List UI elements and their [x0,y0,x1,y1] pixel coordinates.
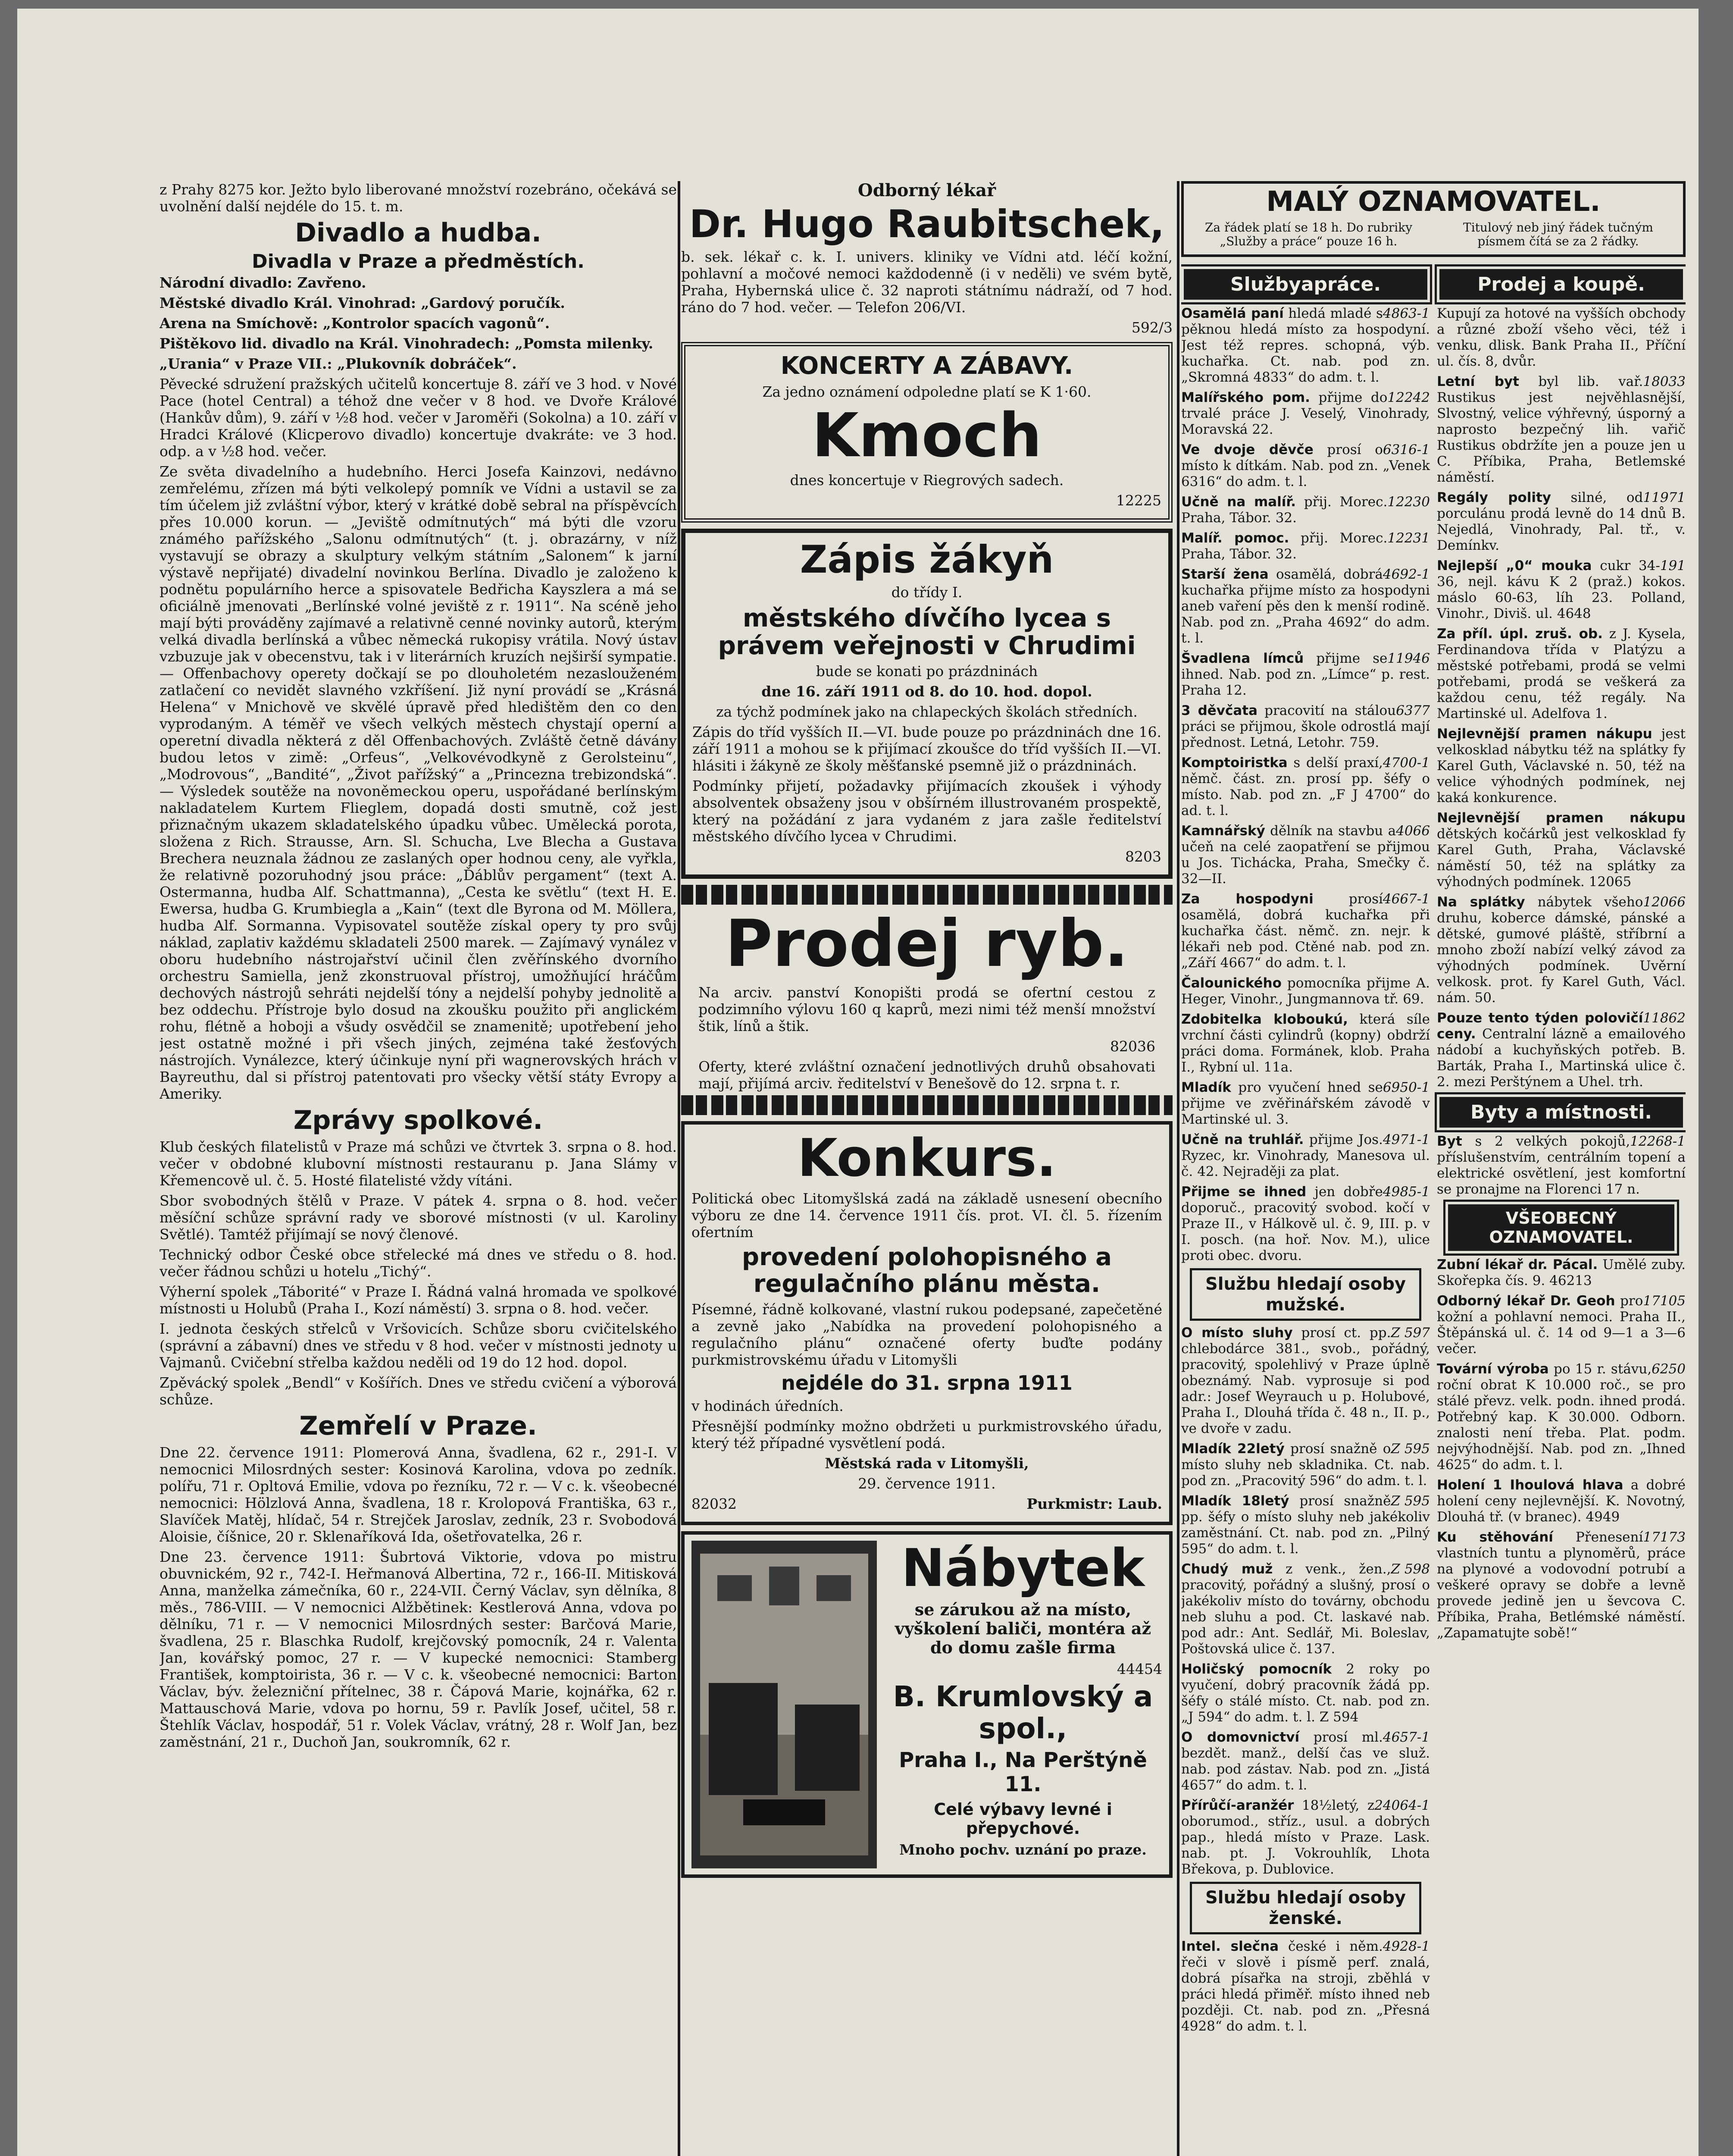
ad-code: 12230 [1387,494,1430,510]
ad-heading: Švadlena límců [1181,651,1304,666]
nabytek-text: se zárukou až na místo, vyškolení baliči, montéra až do domu zašle firma [895,1600,1151,1657]
ad-text: dělník na stavbu a učeň na celé zaopatření se přijmou u Jos. Tichácka, Praha, Smečky č. 32—II. [1181,823,1430,887]
ad-text: cukr 34-36, nejl. kávu K 2 (praž.) kokos. máslo 60-63, líh 23. Polland, Vinohr., Diviš. ul. 4648 [1437,558,1686,621]
ad-code: 191 [1660,558,1686,573]
zapis-code: 8203 [1125,848,1161,865]
ad-heading: Starší žena [1181,567,1269,582]
ad-code: Z 597 [1391,1325,1430,1341]
classified-subcol-right [1437,263,1686,2039]
ad-code: 4667-1 [1383,891,1430,907]
ad-text: prosí snažně pp. šéfy o místo sluhy neb jakékoliv zaměstnání. Ct. nab. pod zn. „Pilný 595“ do adm. t. l. [1181,1493,1430,1557]
classified-ad [1181,1661,1430,1725]
ad-text: Centralní lázně a emailového nádobí a kuchyňských potřeb. B. Barták, Praha I., Martinská ulice č. 2. mezi Perštýnem a Uhel. trh. [1437,1026,1686,1090]
ad-text: z J. Kysela, Ferdinandova třída v Platýzu a městské potřebami, prodá se velmi potřebami, prodá se veškerá za každou cenu, též regály. Na Martinské ul. Adelfova 1. [1437,626,1686,721]
classified-ad [1437,1361,1686,1473]
ad-heading: Učně na truhlář. [1181,1132,1304,1147]
ad-code: 11971 [1643,490,1686,505]
ad-heading: Ku stěhování [1437,1529,1553,1545]
decorative-border [681,885,1173,905]
ad-code: Z 595 [1391,1493,1430,1509]
column-rule [1177,181,1179,2156]
ad-text: přijme Jos. Ryzec, kr. Vinohrady, Manesova ul. č. 42. Nejraději za plat. [1181,1132,1430,1179]
theatre-line: Pištěkovo lid. divadlo na Král. Vinohradech: „Pomsta milenky. [160,335,654,352]
ad-text: prosí ct. pp. chlebodárce 381., svob., pořádný, pracovitý, spolehlivý v Praze úplně obeznámý. Nab. vyprosuje si pod adr.: Josef Weyrauch u p. Holubové, Praha I., Dlouhá třída č. 48 n., II. p., ve dvoře v zadu. [1181,1325,1430,1436]
zapis-p2: Zápis do tříd vyšších II.—VI. bude pouze po prázdninách dne 16. září 1911 a mohou se k přijímací zkoušce do tříd vyšších II.—VI. hlásiti i žákyně ze školy měšťanské psemně již o prázdninách. [692,724,1161,774]
doctor-text: b. sek. lékař c. k. I. univers. kliniky ve Vídni atd. léčí kožní, pohlavní a močové nemoci každodenně (i v neděli) ve svém bytě, Praha, Hybernská ulice č. 32 naproti státnímu nádraží, od 7 hod. ráno do 7 hod. večer. — Telefon 206/VI. [681,248,1173,316]
header-left: Za řádek platí se 18 h. Do rubriky „Služby a práce“ pouze 16 h. [1204,220,1413,248]
classified-subcol-left [1181,263,1430,2039]
category-vseobecny-line2: OZNAMOVATEL. [1489,1228,1633,1247]
ad-heading: Kamnářský [1181,823,1265,839]
koncerty-sub: Za jedno oznámení odpoledne platí se K 1·60. [762,383,1092,400]
ad-heading: Ve dvoje děvče [1181,442,1314,458]
ad-heading: Chudý muž [1181,1561,1273,1577]
classified-ad [1181,1493,1430,1557]
konkurs-title: Konkurs. [797,1128,1057,1188]
ad-text: prosí snažně o místo sluhy neb skladnika. Ct. nab. pod zn. „Pracovitý 596“ do adm. t. l. [1181,1441,1430,1489]
ryby-title: Prodej ryb. [725,906,1129,981]
ad-text: silné, od porculánu prodá levně do 14 dnů B. Nejedlá, Vinohrady, Pal. tř., v. Demínkv. [1437,490,1686,553]
classified-ad [1181,975,1430,1007]
classified-ad [1181,1080,1430,1128]
ad-code: 11862 [1643,1010,1686,1026]
ad-heading: Zdobitelka kloboukú, [1181,1012,1348,1027]
ad-heading: Odborný lékař Dr. Geoh [1437,1293,1615,1309]
ad-text: pracovití na stálou práci se přijmou, škole odrostlá mají přednost. Letná, Letohr. 759. [1181,703,1430,750]
nabytek-title: Nábytek [901,1539,1145,1598]
doctor-ad [681,181,1173,336]
theatre-line: Arena na Smíchově: „Kontrolor spacích vagonů“. [160,315,550,332]
classified-ad [1181,891,1430,971]
classified-ad [1181,755,1430,819]
ad-heading: Čalounického [1181,975,1282,991]
konkurs-purkmistr: Purkmistr: Laub. [1026,1495,1162,1512]
ad-heading: Učně na malíř. [1181,494,1296,510]
konkurs-p1: Politická obec Litomyšlská zadá na základě usnesení obecního výboru ze dne 14. července 1911 čís. prot. VI. čl. 5. řízením ofertním [691,1190,1162,1241]
spolky-paragraph: Zpěvácký spolek „Bendl“ v Košířích. Dnes ve středu cvičení a výborová schůze. [160,1374,677,1408]
ad-text: přij. Morec. Praha, Tábor. 32. [1181,494,1388,526]
ad-heading: Osamělá paní [1181,306,1284,321]
konkurs-code: 82032 [691,1495,737,1512]
ad-heading: Mladík 22letý [1181,1441,1285,1457]
ad-text: 2 roky po vyučení, dobrý pracovník žádá pp. šéfy o stálé místo. Ct. nab. pod zn. „J 594“ do adm. t. l. Z 594 [1181,1661,1430,1725]
classified-ad [1437,1529,1686,1641]
zapis-p3: Podmínky přijetí, požadavky přijímacích zkoušek i výhody absolventek obsaženy jsou v obšírném illustrovaném prospektě, který na požádání z jara vydaném z jara zašle ředitelství městského dívčího lycea v Chrudimi. [692,777,1161,845]
header-rates [1188,221,1679,252]
zemreli-paragraph: Dne 22. července 1911: Plomerová Anna, švadlena, 62 r., 291-I. V nemocnici Milosrdných sester: Kosinová Karolina, vdova po zedník. polířu, 71 r. Opltová Emilie, vdova po řezníku, 72 r. — V c. k. všeobecné nemocnici: Hölzlová Anna, švadlena, 18 r. Krolopová Františka, 63 r., Slavíček Matěj, hlídač, 54 r. Strejček Jaroslav, zedník, 23 r. Svobodová Aloisie, číšnice, 20 r. Sklenaříková Ida, ošetřovatelka, 26 r. [160,1444,677,1545]
classified-ad [1181,823,1430,887]
koncerty-ad [681,342,1173,523]
doctor-code: 592/3 [1131,319,1173,336]
zemreli-paragraph: Dne 23. července 1911: Šubrtová Viktorie, vdova po mistru obuvnickém, 92 r., 742-I. Heřmanová Albertina, 72 r., 166-II. Mitisková Anna, manželka zámečníka, 60 r., 224-VII. Černý Václav, syn dělníka, 8 měs., 786-VIII. — V nemocnici Alžbětinek: Kestlerová Anna, vdova po dělníku, 71 r. — V nemocnici Milosrdných sester: Barčová Marie, švadlena, 25 r. Blaschka Rudolf, krejčovský pomocník, 24 r. Valenta Jan, kovářský pomoc, 27 r. — V kupecké nemocnici: Stamberg František, komptoirista, 36 r. — V c. k. všeobecné nemocnici: Barton Václav, býv. železniční přítelnec, 38 r. Čápová Marie, kojnářka, 62 r. Mattauschová Marie, vdova po hornu, 59 r. Pavlík Josef, učitel, 58 r. Štehlík Václav, hospodář, 51 r. Volek Václav, vrátný, 28 r. Wolf Jan, bez zaměstnání, 21 r., Duchoň Jan, soukromník, 62 r. [160,1548,677,1750]
koncerty-code: 12225 [1116,492,1161,509]
konkurs-p4: Přesnější podmínky možno obdržeti u purkmistrovského úřadu, který též případné vysvětlení podá. [691,1418,1162,1451]
ad-text: prosí osamělá, dobrá kuchařka při kuchařka část. němč. zn. nejr. k lékaři neb pod. Ctěné nab. pod zn. „Září 4667“ do adm. t. l. [1181,891,1430,971]
nabytek-text-block [884,1541,1162,1868]
ad-code: 4985-1 [1383,1184,1430,1200]
ad-heading: Za hospodyni [1181,891,1314,907]
classified-ad [1181,651,1430,699]
classified-ad [1181,1561,1430,1657]
ad-text: jest velkosklad nábytku též na splátky fy Karel Guth, Václavské n. 50, též na velice výhodných podmínek, nej kaká konkurence. [1437,726,1686,805]
ad-code: 4971-1 [1383,1132,1430,1147]
ad-code: 12268-1 [1630,1134,1686,1149]
column-left [160,181,677,2156]
ads-zenske [1181,1939,1430,2034]
ad-text: Kupují za hotové na vyšších obchody a různé zboží všeho věci, též i venku, dlisk. Bank Praha II., Příční ul. čís. 8, dvůr. [1437,306,1686,369]
classified-ad [1181,390,1430,438]
spolky-paragraph: Sbor svobodných štělů v Praze. V pátek 4. srpna o 8. hod. večer měsíční schůze správní rady ve sborové místnosti (v ul. Karoliny Světlé). Tamtéž přijímají se nový členové. [160,1192,677,1243]
nabytek-firm: B. Krumlovský a spol., [893,1680,1153,1745]
ad-text: která síle vrchní části cylindrů (kopny) obdrží práci doma. Formánek, klob. Praha I., Rybní ul. 11a. [1181,1012,1430,1075]
zapis-title2: městského dívčího lycea s právem veřejnosti v Chrudimi [718,603,1136,660]
classified-ad [1181,306,1430,385]
ad-text: byl lib. vař. Rustikus jest nejvěhlasnější, Slvostný, velice výhřevný, úsporný a naprosto bezpečný lih. vařič Rustikus obdržíte jen a pouze jen u C. Příbika, Praha, Betlemské náměstí. [1437,374,1686,485]
classified-ad [1437,626,1686,722]
koncerty-text: dnes koncertuje v Riegrových sadech. [790,472,1064,489]
category-muzske: Službu hledají osoby mužské. [1190,1268,1421,1321]
nabytek-code: 44454 [1117,1661,1162,1677]
ad-text: jen dobře doporuč., pracovitý svobod. kočí v Praze II., v Hálkově ul. č. 9, III. p. v I. posch. (na hoř. Nov. M.), ulice proti obec. dvoru. [1181,1184,1430,1263]
nabytek-addr: Praha I., Na Perštýně 11. [899,1748,1147,1796]
classified-ad [1181,1325,1430,1437]
ad-code: 12231 [1387,530,1430,546]
ad-text: s delší praxí, němč. část. zn. prosí pp. šéfy o místo. Nab. pod zn. „F J 4700“ do ad. t. l. [1181,755,1430,818]
doctor-name: Dr. Hugo Raubitschek, [689,202,1165,246]
classified-ad [1181,1798,1430,1877]
classified-ad [1181,1441,1430,1489]
ad-text: dětských kočárků jest velkosklad fy Karel Guth, Praha, Václavské náměstí 50, též na splátky za výhodných podmínek. 12065 [1437,826,1686,890]
category-prodej: Prodej a koupě. [1437,266,1686,302]
ryby-text2: Oferty, které zvláštní označení jednotlivých druhů obsahovati mají, přijímá arciv. ředitelství v Benešově do 12. srpna t. r. [698,1058,1155,1092]
classified-ad [1437,726,1686,806]
zapis-line1: do třídy I. [891,584,963,601]
ad-heading: Za příl. úpl. zruš. ob. [1437,626,1603,642]
article-paragraph: Ze světa divadelního a hudebního. Herci Josefa Kainzovi, nedávno zemřelému, zřízen má býti velkolepý pomník ve Vídni a ustavil se za tím účelem již zvláštní výbor, který v krátké době sebral na příspěvcích přes 10.000 korun. — „Jeviště odmítnutých“ má býti dle vzoru známého pařížského „Salonu odmítnutých“ (t. j. obrazárny, v níž vystavují se obrazy a skulptury velkým státním „Salonem“ k jarní výstavě nepřijaté) divadelní novinkou Berlína. Divadlo je založeno k podnětu populárního herce a spisovatele Bedřicha Kayszlera a má se oficiálně jmenovati „Berlínské volné jeviště z r. 1911“. Na scéně jeho mají býti prováděny zajímavé a relativně cenné novinky autorů, kterým velká divadla berlínská a vůbec německá rukopisy vrátila. Nový ústav vzbuzuje jak v obecenstvu, tak i v literárních kruzích nejširší sympatie. — Offenbachovy operety dočkají se po dlouholetém nezaslouženém zatlačení co nevidět slavného vzkříšení. Již nyní provádí se „Krásná Helena“ v Mnichově ve skvělé úpravě před hledištěm den co den vyprodaným. A téměř ve všech velkých městech chystají operní a operetní divadla některá z děl Offenbachových. Zvláště četně dávány budou letos v zimě: „Orfeus“, „Velkovévodkyně z Gerolsteinu“, „Modrovous“, „Bandité“, „Život pařížský“ a „Princezna trebizondská“. — Výsledek soutěže na novoněmeckou operu, uspořádané berlínským nakladatelem Kurtem Flieglem, dopadá dosti smutně, což jest přiznačným ukazem skladatelského úpadku vůbec. Umělecká porota, složena z Rich. Strausse, Arn. Sl. Schucha, Lve Blecha a Gustava Brechera neuznala žádnou ze zaslaných oper hodnou ceny, ale vyřkla, že relativně pozoruhodný jsou práce: „Ďáblův pergament“ (text A. Ostermanna, hudba Alf. Schattmanna), „Cesta ke světlu“ (text H. E. Ewersa, hudba G. Krumbiegla a „Kain“ (text dle Byrona od M. Möllera, hudba Alf. Sormanna. Vypisovatel soutěže získal opery ty pro svůj náklad, zaplativ každému skladateli 2500 marek. — Zajímavý vynález v oboru hudebního nástrojařství učinil člen zvěřínského dvorního orchestru Samiella, jenž zkonstruoval přístroj, umožňující hráčům dechových nástrojů sehráti nejdelší tóny a nejdelší pohyby jednolitě a bez oddechu. Přístroje bylo dosud na zkoušku použito při anglickém rohu, flétně a hoboji a všudy osvědčil se znamenitě; upotřebení jeho jest ostatně možné i při všech jiných, zejména také žesťových nástrojích. Vynálezce, který účinkuje nyní při wagnerovských hrách v Bayreuthu, dal si přístroj patentovati pro všecky větší státy Evropy a Ameriky. [160,463,677,1102]
classified-columns [1181,263,1686,2039]
ad-heading: Tovární výroba [1437,1361,1549,1377]
classified-ad [1437,558,1686,622]
ad-heading: Intel. slečna [1181,1939,1279,1954]
ads-vseobecny [1437,1257,1686,1641]
ad-heading: Holičský pomocník [1181,1661,1332,1677]
ad-heading: Mladík [1181,1080,1231,1095]
classified-ad [1181,1012,1430,1075]
ad-code: 11946 [1387,651,1430,666]
nabytek-ad [681,1531,1173,1878]
ryby-code: 82036 [1110,1038,1155,1055]
ad-code: 17173 [1643,1529,1686,1545]
ad-code: 4657-1 [1383,1730,1430,1745]
ad-heading: O místo sluhy [1181,1325,1293,1341]
ryby-text: Na arciv. panství Konopišti prodá se ofertní cestou z podzimního výlovu 160 q kaprů, mezi nimi též menší množství štik, línů a štik. [698,984,1155,1034]
section-spolky-title: Zprávy spolkové. [293,1105,543,1135]
header-title: MALÝ OZNAMOVATEL. [1266,186,1601,218]
section-zemreli-title: Zemřelí v Praze. [299,1411,537,1441]
room-illustration-icon [691,1541,877,1868]
ads-byty [1437,1134,1686,1197]
classified-ad [1181,442,1430,490]
ad-text: a dobré holení ceny nejlevnější. K. Novotný, Dlouhá tř. (v branec). 4949 [1437,1477,1686,1525]
category-zenske: Službu hledají osoby ženské. [1190,1882,1421,1934]
ad-code: 4700-1 [1383,755,1430,771]
classified-ad [1181,1184,1430,1264]
ad-heading: Regály polity [1437,490,1552,505]
ad-code: 6250 [1652,1361,1686,1377]
konkurs-big: provedení polohopisného a regulačního plánu města. [742,1243,1112,1298]
classified-ad [1181,530,1430,562]
zapis-title: Zápis žákyň [800,537,1054,582]
classified-ad [1437,1293,1686,1357]
ad-text: přijme se ihned. Nab. pod zn. „Límce“ p. rest. Praha 12. [1181,651,1430,698]
classified-ad [1181,1730,1430,1793]
classified-ad [1437,1477,1686,1525]
konkurs-footer [691,1495,1162,1512]
column-right [1181,181,1686,2156]
ad-code: 4928-1 [1383,1939,1430,1954]
ad-text: české i něm. řeči v slově i písmě perf. znalá, dobrá písařka na stroji, zběhlá v práci hledá přiměř. místo ihned neb později. Ct. nab. pod zn. „Přesná 4928“ do adm. t. l. [1181,1939,1430,2034]
nabytek-line: Celé výbavy levné i přepychové. [934,1800,1112,1838]
ad-heading: Nejlevnější pramen nákupu [1437,810,1686,826]
theatre-list [160,274,677,372]
ad-text: nábytek všeho druhu, koberce dámské, pánské a dětské, gumové pláště, stříbrní a mnoho zboží nabízí velký závod za výhodných podmínek. Uvěrní velkosk. prot. fy Karel Guth, Václ. nám. 50. [1437,894,1686,1006]
ad-code: 18033 [1643,374,1686,389]
theatre-line: „Urania“ v Praze VII.: „Plukovník dobráček“. [160,355,517,372]
classified-ad [1181,703,1430,751]
ad-heading: Nejlevnější pramen nákupu [1437,726,1652,742]
spolky-paragraph: I. jednota českých střelců v Vršovicích. Schůze sboru cvičitelského (správní a zábavní) dnes ve středu v 8 hod. večer v místnosti jednoty u Vajmanů. Cvičební střelba každou neděli od 19 do 12 hod. dopol. [160,1320,677,1371]
ad-heading: Byt [1437,1134,1462,1149]
column-middle [681,181,1173,2156]
koncerty-title: KONCERTY A ZÁBAVY. [780,352,1073,380]
maly-oznamovatel-header [1181,181,1686,257]
ads-sluzby [1181,306,1430,1264]
ad-heading: Malířského pom. [1181,390,1310,405]
konkurs-sig-date: 29. července 1911. [858,1475,996,1492]
theatre-line: Městské divadlo Král. Vinohrad: „Gardový poručík. [160,295,565,311]
classified-ad [1437,1257,1686,1289]
kmoch-name: Kmoch [812,401,1042,471]
classified-ad [1437,490,1686,554]
article-paragraph: Pěvecké sdružení pražských učitelů koncertuje 8. září ve 3 hod. v Nové Pace (hotel Central) a téhož dne večer v 8 hod. ve Dvoře Králové (Hankův dům), 9. září v ½8 hod. večer v Jaroměři (Sokolna) a 10. září v Hradci Králové (Klicperovo divadlo) koncertuje dvakráte: ve 3 hod. odp. a v ½8 hod. večer. [160,376,677,460]
zapis-date: dne 16. září 1911 od 8. do 10. hod. dopol. [761,683,1092,700]
zapis-line3: za týchž podmínek jako na chlapeckých školách středních. [716,703,1138,720]
ad-heading: Přijme se ihned [1181,1184,1307,1200]
classified-ad [1437,374,1686,486]
ad-heading: Mladík 18letý [1181,1493,1289,1509]
section-divadlo-title: Divadlo a hudba. [295,218,541,248]
header-right: Titulový neb jiný řádek tučným písmem čítá se za 2 řádky. [1463,220,1653,248]
subsection-title: Divadla v Praze a předměstích. [252,251,585,273]
classified-ad [1437,810,1686,890]
konkurs-ad [681,1121,1173,1525]
ad-code: 4863-1 [1383,306,1430,321]
category-sluzby: Službyapráce. [1181,266,1430,302]
newspaper-page [17,9,1699,2156]
furniture-illustration [691,1541,877,1868]
ad-text: pro kožní a pohlavní nemoci. Praha II., Štěpánská ul. č. 14 od 9—1 a 3—6 večer. [1437,1293,1686,1357]
ad-heading: Pouze tento týden polovičí ceny. [1437,1010,1643,1042]
ads-muzske [1181,1325,1430,1877]
column-rule [678,181,680,2156]
ad-heading: Přírůčí-aranžér [1181,1798,1294,1813]
ad-heading: O domovnictví [1181,1730,1300,1745]
konkurs-p3: v hodinách úředních. [691,1398,844,1414]
classified-ad [1181,494,1430,526]
zapis-line2: bude se konati po prázdninách [816,663,1038,680]
ad-text: prosí ml. bezdět. manž., delší čas ve služ. nab. pod zástav. Nab. pod zn. „Jistá 4657“ do adm. t. l. [1181,1730,1430,1793]
classified-ad [1437,1010,1686,1090]
ad-code: 4066 [1396,823,1430,839]
classified-ad [1181,567,1430,646]
ad-code: 6316-1 [1383,442,1430,458]
ad-code: Z 595 [1391,1441,1430,1457]
ad-text: přijme do trvalé práce J. Veselý, Vinohrady, Moravská 22. [1181,390,1430,437]
zapis-ad [681,529,1173,879]
ad-text: Přenesení vlastních tuntu a plynoměrů, práce na plynové a vodovodní potrubí a veškeré opravy se dobře a levně provede jedině jen u ševcova C. Příbika, Praha, Betlémské náměstí. „Zapamatujte sobě!“ [1437,1529,1686,1641]
ad-heading: Zubní lékař dr. Pácal. [1437,1257,1598,1272]
category-vseobecny [1445,1202,1677,1253]
classified-ad [1437,306,1686,370]
spolky-paragraph: Technický odbor České obce střelecké má dnes ve středu o 8. hod. večer řádnou schůzi u hotelu „Tichý“. [160,1246,677,1280]
ad-code: Z 598 [1391,1561,1430,1577]
classified-ad [1181,1939,1430,2034]
spolky-paragraph: Klub českých filatelistů v Praze má schůzi ve čtvrtek 3. srpna o 8. hod. večer v obdobné klubovní místnosti restauranu p. Jana Slámy v Křemencově ul. č. 5. Hosté filatelisté vždy vítáni. [160,1138,677,1189]
ad-heading: 3 děvčata [1181,703,1258,718]
konkurs-p2: Písemné, řádně kolkované, vlastní rukou podepsané, zapečetěné a zevně jako „Nabídka na provedení polohopisného a regulačního plánu“ označené oferty buďte podány purkmistrovskému úřadu v Litomyšli [691,1301,1162,1368]
ad-code: 6377 [1396,703,1430,718]
ryby-ad [681,885,1173,1115]
intro-text: z Prahy 8275 kor. Ježto bylo liberované množství rozebráno, očekává se uvolnění další nejdéle do 15. t. m. [160,181,677,215]
ad-text: hledá mladé s pěknou hledá místo za hospodyní. Jest též repres. schopná, výb. kuchařka. Ct. nab. pod zn. „Skromná 4833“ do adm. t. l. [1181,306,1430,385]
konkurs-signature: Městská rada v Litomyšli, [825,1455,1029,1472]
classified-ad [1437,894,1686,1006]
ad-heading: Malíř. pomoc. [1181,530,1289,546]
decorative-border [681,1095,1173,1115]
ad-code: 12242 [1387,390,1430,405]
ad-code: 24064-1 [1374,1798,1430,1813]
ad-heading: Na splátky [1437,894,1525,910]
ad-text: přij. Morec. Praha, Tábor. 32. [1181,530,1388,562]
ad-code: 12066 [1643,894,1686,910]
ad-heading: Nejlepší „0“ mouka [1437,558,1592,573]
ad-code: 4692-1 [1383,567,1430,582]
classified-ad [1437,1134,1686,1197]
konkurs-date: nejdéle do 31. srpna 1911 [781,1371,1073,1395]
category-vseobecny-line1: VŠEOBECNÝ [1505,1209,1617,1228]
ad-text: pro vyučení hned se přijme ve zvěřinářském závodě v Martinské ul. 3. [1181,1080,1430,1127]
ad-text: Umělé zuby. Skořepka čís. 9. 46213 [1437,1257,1686,1288]
ad-heading: Komptoiristka [1181,755,1288,771]
nabytek-line2: Mnoho pochv. uznání po praze. [899,1841,1147,1858]
category-byty: Byty a místnosti. [1437,1094,1686,1130]
theatre-line: Národní divadlo: Zavřeno. [160,274,366,291]
ad-text: z venk., žen., pracovitý, pořádný a slušný, prosí o jakékoliv místo do továrny, obchodu neb sluhu a pod. Ct. laskavé nab. pod adr.: Ant. Sedlář, Mi. Boleslav, Poštovská ulice č. 137. [1181,1561,1430,1657]
ads-prodej [1437,306,1686,1090]
ad-text: osamělá, dobrá kuchařka přijme místo za hospodyni aneb vaření pěs den k menší rodině. Nab. pod zn. „Praha 4692“ do adm. t. l. [1181,567,1430,646]
ad-code: 17105 [1643,1293,1686,1309]
ad-text: po 15 r. stávu, roční obrat K 10.000 roč., se pro stálé převz. velk. podn. ihned prodá. Potřebný kap. K 30.000. Odborn. znalosti není třeba. Plat. podm. nejvýhodnější. Nab. pod zn. „Ihned 4625“ do adm. t. l. [1437,1361,1686,1473]
doctor-label: Odborný lékař [857,181,996,201]
ad-text: pomocníka přijme A. Heger, Vinohr., Jungmannova tř. 69. [1181,975,1430,1007]
classified-ad [1181,1132,1430,1180]
ad-heading: Holení 1 Ihoulová hlava [1437,1477,1624,1493]
ad-text: 18½letý, z oborumod., stříz., usul. a dobrých pap., hledá místo v Praze. Lask. nab. pt. J. Vokrouhlík, Lhota Břekova, p. Dublovice. [1181,1798,1430,1877]
ad-text: s 2 velkých pokojů, příslušenstvím, centrálním topení a elektrické osvětlení, jest komfortní se pronajme na Florenci 17 n. [1437,1134,1686,1197]
ad-code: 6950-1 [1383,1080,1430,1095]
spolky-paragraph: Výherní spolek „Táborité“ v Praze I. Řádná valná hromada ve spolkové místnosti u Holubů (Praha I., Kozí náměstí) 3. srpna o 8. hod. večer. [160,1283,677,1317]
ad-heading: Letní byt [1437,374,1519,389]
ad-text: prosí o místo k dítkám. Nab. pod zn. „Venek 6316“ do adm. t. l. [1181,442,1430,489]
